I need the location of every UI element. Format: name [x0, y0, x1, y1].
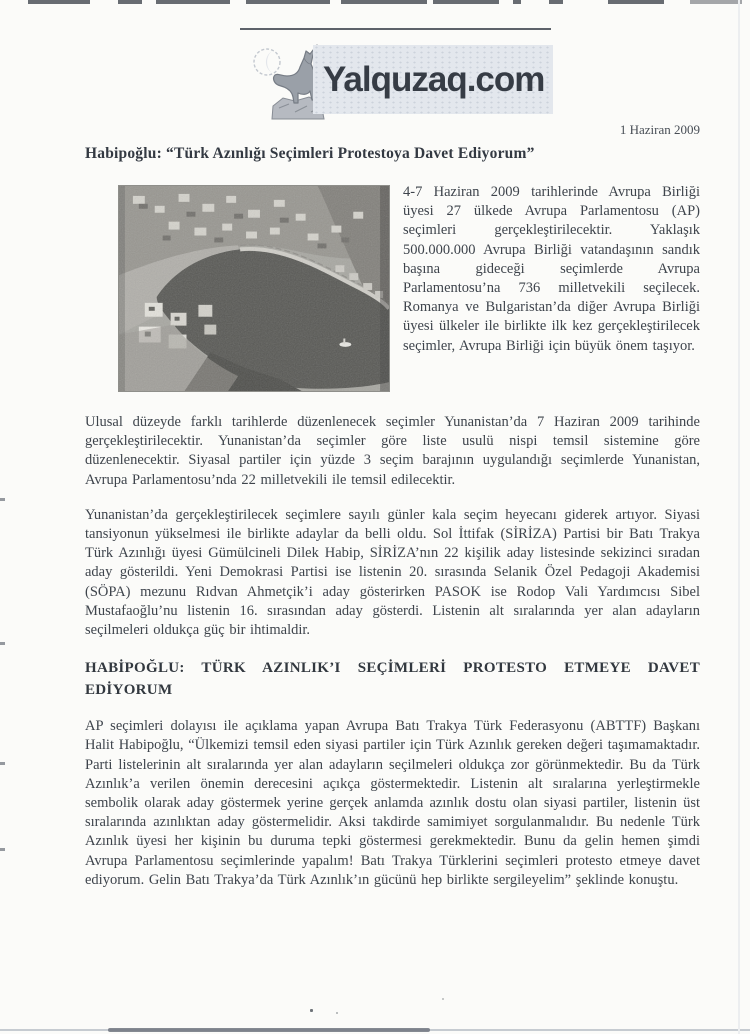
scan-artifact — [0, 498, 5, 501]
article-subheading: HABİPOĞLU: TÜRK AZINLIK’I SEÇİMLERİ PROTESTO ETMEYE DAVET EDİYORUM — [85, 660, 700, 699]
scan-artifact — [433, 0, 499, 4]
scan-artifact — [310, 1009, 313, 1012]
paragraph: Ulusal düzeyde farklı tarihlerde düzenlenecek seçimler Yunanistan’da 7 Haziran 2009 tarihinde gerçekleştirilecektir. Yunanistan’da seçimler göre liste usulü nispi temsil sistemine göre düzenlenecektir. Siyasal partiler için yüzde 3 seçim barajının uygulandığı seçimlerde Yunanistan, Avrupa Parlamentosu’nda 22 milletvekili ile temsil edilecektir. — [85, 414, 700, 488]
logo-box — [313, 45, 553, 114]
scan-artifact — [442, 998, 444, 1000]
harbor-town-photo — [118, 185, 390, 392]
site-logo — [85, 30, 700, 118]
scan-artifact — [513, 0, 521, 4]
paragraph-closing: AP seçimleri dolayısı ile açıklama yapan Avrupa Batı Trakya Türk Federasyonu (ABTTF) Başkanı Halit Habipoğlu, “Ülkemizi temsil eden siyasi partiler için Türk Azınlık gereken değeri taşımamaktadır. Parti listelerinin alt sıralarında yer alan adayların seçilmeleri oldukça zor görünmektedir. Bu da Türk Azınlık’a verilen önemin derecesini açıkça göstermektedir. Listenin alt sıralarına yerleştirmekle sembolik olarak aday göstermek yerine gerçek anlamda azınlık dostu olan siyasi partiler, listenin üst sıralarında azınlıktan aday göstermelidir. Aksi takdirde samimiyet sorgulanmalıdır. Bu nedenle Türk Azınlık üyesi her kişinin bu duruma tepki göstermesi gerekmektedir. Bunu da gelin hemen şimdi Avrupa Parlamentosu seçimlerinde yapalım! Batı Trakya Türklerini seçimleri protesto etmeye davet ediyorum. Gelin Batı Trakya’da Türk Azınlık’ın gücünü hep birlikte sergileyelim” şeklinde konuştu. — [85, 718, 700, 888]
scan-artifact — [341, 0, 427, 4]
scan-artifact — [0, 762, 5, 765]
scan-artifact — [246, 0, 330, 4]
lead-section — [85, 183, 700, 398]
paragraph: Yunanistan’da gerçekleştirilecek seçimlere sayılı günler kala seçim heyecanı giderek artıyor. Siyasi tansiyonun yükselmesi ile birlikte adaylar da belli oldu. Sol İttifak (SİRİZA) Partisi bir Batı Trakya Türk Azınlığı üyesi Gümülcineli Dilek Habip, SİRİZA’nın 22 kişilik aday listesinde sekizinci sıradan aday gösterildi. Yeni Demokrasi Partisi ise listenin 20. sırasında Selanik Özel Pedagoji Akademisi (SÖPA) mezunu Rıdvan Ahmetçik’i aday gösterirken PASOK ise Rodop Vali Yardımcısı Sibel Mustafaoğlu’nu listenin 16. sırasından aday gösterdi. Listenin alt sıralarında yer alan adayların seçilmeleri oldukça güç bir ihtimaldir. — [85, 506, 700, 639]
dateline: 1 Haziran 2009 — [619, 122, 700, 137]
scan-artifact — [549, 0, 563, 4]
scan-artifact — [156, 0, 230, 4]
document-content — [85, 28, 700, 890]
scan-artifact — [28, 0, 90, 4]
site-name: Yalquzaq.com — [323, 59, 545, 99]
scan-artifact — [608, 0, 664, 4]
scan-artifact — [108, 1028, 430, 1032]
scan-artifact — [0, 642, 5, 645]
scan-artifact — [738, 0, 740, 1034]
scan-artifact — [690, 0, 742, 4]
scan-artifact — [336, 1012, 338, 1014]
scan-artifact — [118, 0, 142, 4]
scan-artifact — [0, 848, 5, 851]
paragraph-lead: 4-7 Haziran 2009 tarihlerinde Avrupa Birliği üyesi 27 ülkede Avrupa Parlamentosu (AP) seçimleri gerçekleştirilecektir. Yaklaşık 500.000.000 Avrupa Birliği vatandaşının sandık başına gideceği seçimlerde Avrupa Parlamentosu’na 736 milletvekili seçilecek. Romanya ve Bulgaristan’da diğer Avrupa Birliği üyesi ülkeler ile birlikte ilk kez gerçekleştirilecek seçimler, Avrupa Birliği için büyük önem taşıyor. — [403, 184, 700, 354]
article-headline: Habipoğlu: “Türk Azınlığı Seçimleri Protestoya Davet Ediyorum” — [85, 145, 535, 162]
